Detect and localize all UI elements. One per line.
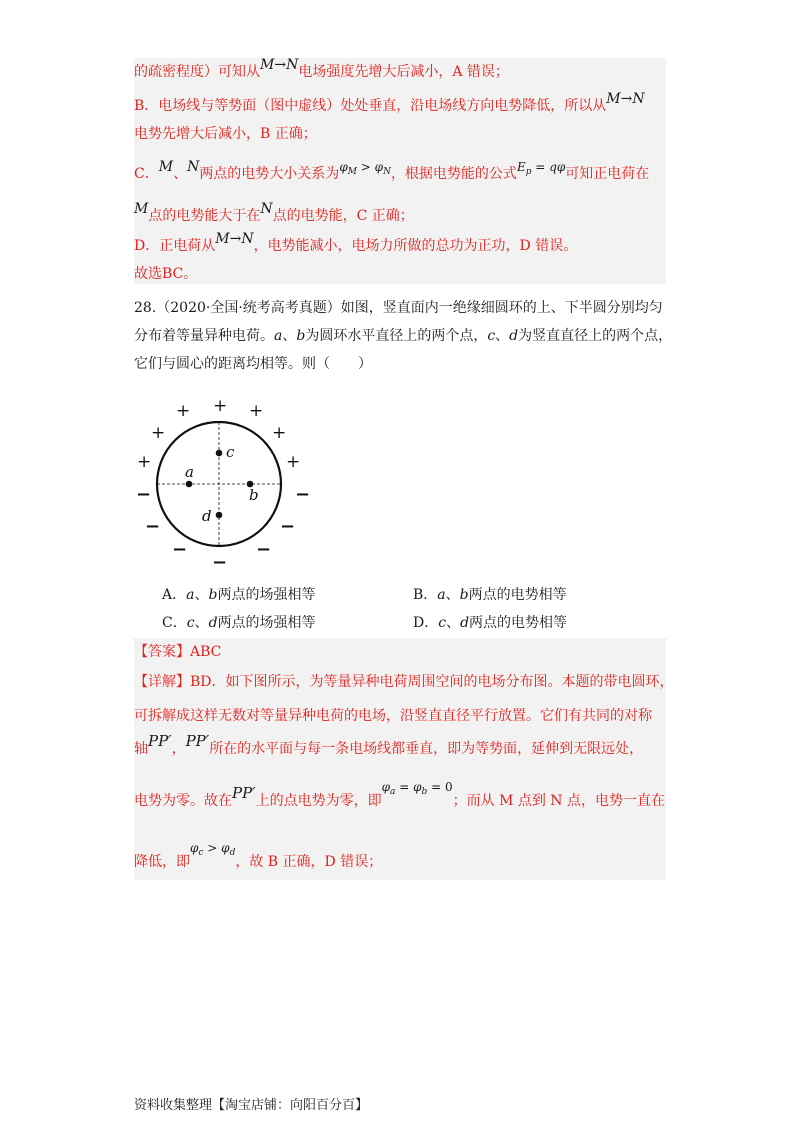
explanation-line3: 轴PP′，PP′所在的水平面与每一条电场线都垂直，即为等势面，延伸到无限远处，: [134, 732, 644, 757]
minus-sign: −: [136, 484, 152, 505]
page-footer: 资料收集整理【淘宝店铺：向阳百分百】: [134, 1098, 369, 1113]
phi-a-eq-phi-b: $\varphi_a = \varphi_b = 0$: [381, 780, 453, 797]
charged-ring-figure: [130, 390, 320, 570]
question-line1: 28.（2020·全国·统考高考真题）如图，竖直面内一绝缘细圆环的上、下半圆分别均匀: [134, 300, 663, 316]
minus-sign: −: [295, 484, 311, 505]
question-line2: 分布着等量异种电荷。a、b为圆环水平直径上的两个点，c、d为竖直直径上的两个点，: [134, 328, 673, 344]
question-line3: 它们与圆心的距离均相等。则（ ）: [134, 356, 372, 372]
explanation-line4: 电势为零。故在PP′上的点电势为零，即$\varphi_a = \varphi_b = 0$；而从 M 点到 N 点，电势一直在: [134, 780, 666, 809]
plus-sign: +: [176, 401, 191, 421]
block1-conclusion: 故选BC。: [134, 266, 198, 282]
option-d: D．c、d两点的电势相等: [413, 615, 568, 631]
explanation-line2: 可拆解成这样无数对等量异种电荷的电场，沿竖直直径平行放置。它们有共同的对称: [134, 708, 652, 724]
option-c: C．c、d两点的场强相等: [162, 615, 316, 631]
plus-sign: +: [151, 423, 166, 443]
explanation-line5: 降低，即$\varphi_c > \varphi_d$，故 B 正确，D 错误；: [134, 841, 383, 870]
label-b: b: [249, 486, 259, 504]
plus-sign: +: [213, 396, 228, 416]
block1-line-b2: 电势先增大后减小，B 正确；: [134, 126, 317, 142]
block1-line-c2: M点的电势能大于在N点的电势能，C 正确；: [134, 201, 414, 224]
label-d: d: [202, 507, 212, 525]
point-a: [186, 481, 193, 488]
explanation-line1: 【详解】BD．如下图所示，为等量异种电荷周围空间的电场分布图。本题的带电圆环，: [134, 674, 674, 690]
point-d: [216, 512, 223, 519]
option-b: B．a、b两点的电势相等: [413, 587, 567, 603]
m-to-n-expr-d: M→N: [215, 231, 254, 247]
label-c: c: [226, 443, 235, 461]
ep-formula: $E_p = q\varphi$: [516, 160, 566, 177]
plus-sign: +: [137, 452, 152, 472]
minus-sign: −: [280, 516, 296, 537]
point-c: [216, 450, 223, 457]
minus-sign: −: [212, 552, 228, 570]
phi-c-gt-phi-d: $\varphi_c > \varphi_d$: [190, 841, 236, 858]
phi-m-gt-phi-n: $\varphi_M > \varphi_N$: [339, 160, 391, 177]
plus-sign: +: [249, 401, 264, 421]
minus-sign: −: [172, 539, 188, 560]
option-a: A．a、b两点的场强相等: [162, 587, 316, 603]
block1-line-c: C．M、N两点的电势大小关系为$\varphi_M > \varphi_N$，根据电势能的公式$E_p = q\varphi$可知正电荷在: [134, 159, 650, 182]
label-a: a: [185, 463, 194, 481]
minus-sign: −: [256, 539, 272, 560]
plus-sign: +: [286, 452, 301, 472]
answer-line: 【答案】ABC: [134, 644, 222, 660]
m-to-n-expr: M→N: [260, 57, 299, 73]
minus-sign: −: [145, 516, 161, 537]
plus-sign: +: [272, 423, 287, 443]
block1-line-b: B．电场线与等势面（图中虚线）处处垂直，沿电场线方向电势降低，所以从M→N: [134, 91, 645, 114]
block1-line1: 的疏密程度）可知从M→N电场强度先增大后减小，A 错误；: [134, 57, 509, 80]
block1-line-d: D．正电荷从M→N，电势能减小，电场力所做的总功为正功，D 错误。: [134, 231, 578, 254]
m-to-n-expr-b: M→N: [606, 91, 645, 107]
